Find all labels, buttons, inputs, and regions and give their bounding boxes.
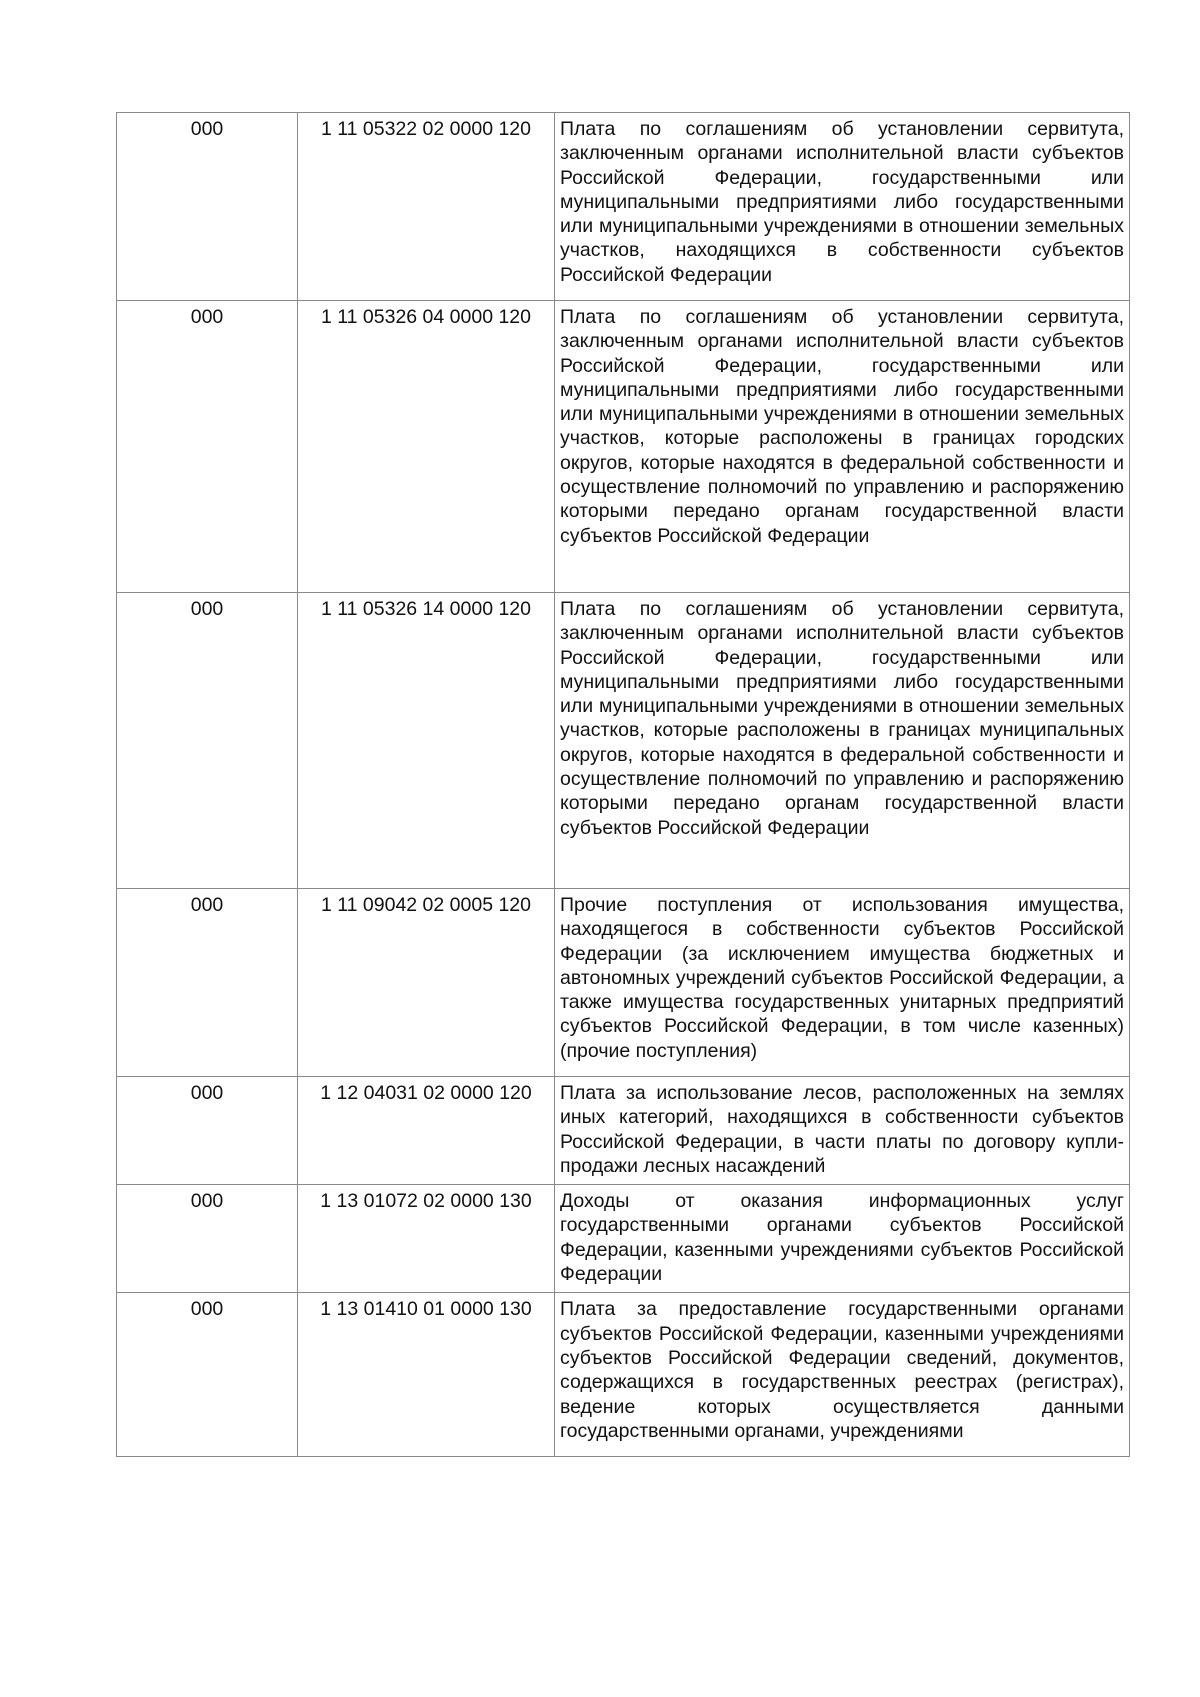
admin-code-cell (117, 1077, 298, 1185)
revenue-codes-table (116, 112, 1130, 1457)
table-row (117, 1293, 1130, 1457)
admin-code: 000 (190, 118, 224, 140)
admin-code-cell (117, 1185, 298, 1293)
budget-code-cell (298, 1185, 555, 1293)
table-row (117, 593, 1130, 889)
admin-code: 000 (190, 306, 224, 328)
budget-code: 1 12 04031 02 0000 120 (320, 1082, 532, 1104)
revenue-name-cell (555, 1293, 1130, 1457)
admin-code: 000 (190, 1298, 224, 1321)
budget-code-cell (298, 1077, 555, 1185)
admin-code: 000 (190, 1082, 224, 1104)
budget-code-cell (298, 593, 555, 889)
budget-code: 1 11 09042 02 0005 120 (320, 894, 531, 916)
revenue-name: Прочие поступления от использования имущества, находящегося в собственности субъектов Российской Федерации (за исключением имущества бюджетных и автономных учреждений субъектов Российской Федерации, а также имущества государственных унитарных предприятий субъектов Российской Федерации, в том числе казенных) (прочие поступления) (560, 894, 1124, 1062)
admin-code-cell (117, 113, 298, 301)
budget-code: 1 11 05322 02 0000 120 (320, 118, 531, 140)
revenue-name-cell (555, 113, 1130, 301)
budget-code: 1 13 01072 02 0000 130 (320, 1190, 532, 1213)
admin-code: 000 (190, 1190, 224, 1213)
budget-code: 1 13 01410 01 0000 130 (320, 1298, 532, 1321)
table-row (117, 1077, 1130, 1185)
table-row (117, 301, 1130, 593)
admin-code: 000 (190, 894, 224, 916)
budget-code-cell (298, 889, 555, 1077)
revenue-name: Доходы от оказания информационных услуг государственными органами субъектов Российской Федерации, казенными учреждениями субъектов Российской Федерации (560, 1190, 1124, 1286)
revenue-name-cell (555, 889, 1130, 1077)
revenue-name: Плата за использование лесов, расположенных на землях иных категорий, находящихся в собственности субъектов Российской Федерации, в части платы по договору купли-продажи лесных насаждений (560, 1082, 1124, 1177)
budget-code: 1 11 05326 14 0000 120 (320, 598, 531, 620)
admin-code-cell (117, 889, 298, 1077)
admin-code: 000 (190, 598, 224, 620)
table-row (117, 889, 1130, 1077)
budget-code: 1 11 05326 04 0000 120 (320, 306, 531, 328)
budget-code-cell (298, 301, 555, 593)
budget-code-cell (298, 1293, 555, 1457)
revenue-name-cell (555, 1077, 1130, 1185)
admin-code-cell (117, 1293, 298, 1457)
budget-code-cell (298, 113, 555, 301)
table-row (117, 113, 1130, 301)
revenue-name-cell (555, 593, 1130, 889)
revenue-name: Плата за предоставление государственными органами субъектов Российской Федерации, казенными учреждениями субъектов Российской Федерации сведений, документов, содержащихся в государственных реестрах (регистрах), ведение которых осуществляется данными государственными органами, учреждениями (560, 1298, 1124, 1442)
admin-code-cell (117, 593, 298, 889)
revenue-name: Плата по соглашениям об установлении сервитута, заключенным органами исполнительной власти субъектов Российской Федерации, государственными или муниципальными предприятиями либо государственными или муниципальными учреждениями в отношении земельных участков, которые расположены в границах муниципальных округов, которые находятся в федеральной собственности и осуществление полномочий по управлению и распоряжению которыми передано органам государственной власти субъектов Российской Федерации (560, 598, 1124, 839)
table-row (117, 1185, 1130, 1293)
revenue-name-cell (555, 1185, 1130, 1293)
revenue-name: Плата по соглашениям об установлении сервитута, заключенным органами исполнительной власти субъектов Российской Федерации, государственными или муниципальными предприятиями либо государственными или муниципальными учреждениями в отношении земельных участков, находящихся в собственности субъектов Российской Федерации (560, 118, 1124, 286)
revenue-name: Плата по соглашениям об установлении сервитута, заключенным органами исполнительной власти субъектов Российской Федерации, государственными или муниципальными предприятиями либо государственными или муниципальными учреждениями в отношении земельных участков, которые расположены в границах городских округов, которые находятся в федеральной собственности и осуществление полномочий по управлению и распоряжению которыми передано органам государственной власти субъектов Российской Федерации (560, 306, 1124, 547)
admin-code-cell (117, 301, 298, 593)
revenue-name-cell (555, 301, 1130, 593)
